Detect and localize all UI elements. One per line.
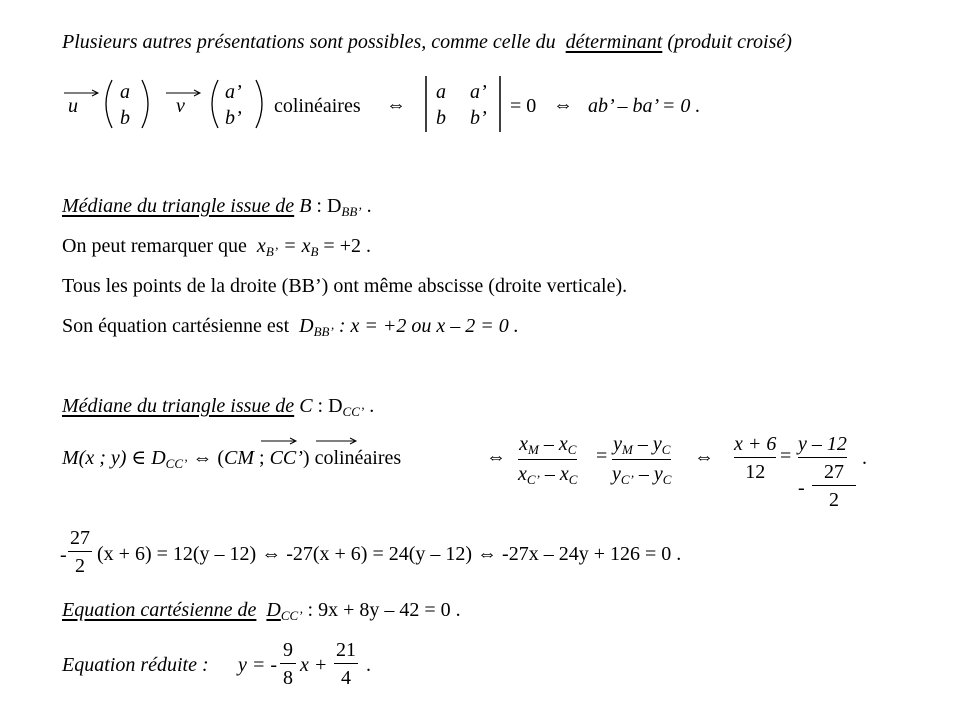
median-b-line-2: Tous les points de la droite (BB’) ont même abscisse (droite verticale). <box>62 275 628 297</box>
det-a: a <box>436 81 446 103</box>
u-left-paren-icon <box>106 80 112 128</box>
equals-numeric: = <box>780 445 792 467</box>
reduced-x-plus: x + <box>300 654 328 676</box>
det-a-prime: a’ <box>470 81 487 103</box>
equiv-symbol-3: ⇔ <box>486 446 506 468</box>
median-b-line-3: Son équation cartésienne est $D_{BB’}$ : x = +2 ou x – 2 = 0 . <box>62 315 519 339</box>
vector-cm: CM <box>224 447 254 469</box>
equiv-symbol-1: ⇔ <box>386 94 406 116</box>
reduced-period: . <box>366 654 371 676</box>
u-right-paren-icon <box>142 80 148 128</box>
intro-paren: (produit croisé) <box>667 31 792 53</box>
median-b-title: Médiane du triangle issue de B : $D_{BB’}$ . <box>62 195 372 219</box>
fraction-27-2: 27 2 <box>70 527 90 577</box>
neg-sign: - <box>60 544 67 566</box>
fraction-21-4: 21 4 <box>336 639 356 689</box>
cross-product-result: ab’ – ba’ = 0 . <box>588 95 701 117</box>
v-left-paren-icon <box>212 80 218 128</box>
cartesian-equation: Equation cartésienne de $D_{CC’}$ : 9x + 8y – 42 = 0 . <box>62 599 461 623</box>
det-b-prime: b’ <box>470 107 487 129</box>
fraction-x-numeric: x + 6 12 <box>734 433 777 483</box>
intro-text: Plusieurs autres présentations sont possibles, comme celle du <box>62 31 556 53</box>
fraction-y: $y_M - y_C$ $y_{C’} - y_C$ <box>612 433 672 487</box>
v-right-paren-icon <box>256 80 262 128</box>
vector-v: v <box>176 95 185 117</box>
fraction-9-8: 9 8 <box>280 640 296 688</box>
reduced-y: y = - <box>238 654 278 676</box>
equation-chain: (x + 6) = 12(y – 12) ⇔ -27(x + 6) = 24(y – 12) ⇔ -27x – 24y + 126 = 0 . <box>97 543 682 565</box>
u-comp-a: a <box>120 81 130 103</box>
reduced-label: Equation réduite : <box>62 654 209 676</box>
equiv-symbol-4: ⇔ <box>694 446 714 468</box>
colineaires-label: colinéaires <box>274 95 361 117</box>
v-comp-a: a’ <box>225 81 242 103</box>
equals-fractions: = <box>596 445 608 467</box>
fraction-x: $x_M - x_C$ $x_{C’} - x_C$ <box>518 433 578 487</box>
v-comp-b: b’ <box>225 107 242 129</box>
median-c-title: Médiane du triangle issue de C : $D_{CC’}$ . <box>62 395 375 419</box>
vector-cc: CC’ <box>269 447 303 469</box>
det-b: b <box>436 107 446 129</box>
vector-u: u <box>68 95 78 117</box>
median-b-line-1: On peut remarquer que $x_{B’} = x_B = +2$ . <box>62 235 371 259</box>
equiv-symbol-2: ⇔ <box>553 94 573 116</box>
median-c-equation: M(x ; y) ∈ $D_{CC’}$ ⇔ (CM ; CC’) colinéaires <box>62 447 402 471</box>
determinant-word: déterminant <box>565 31 663 53</box>
fraction-y-numeric: y – 12 - 27 2 <box>798 434 847 512</box>
u-comp-b: b <box>120 107 130 129</box>
det-equals-zero: = 0 <box>510 95 537 117</box>
period-c: . <box>862 447 867 469</box>
